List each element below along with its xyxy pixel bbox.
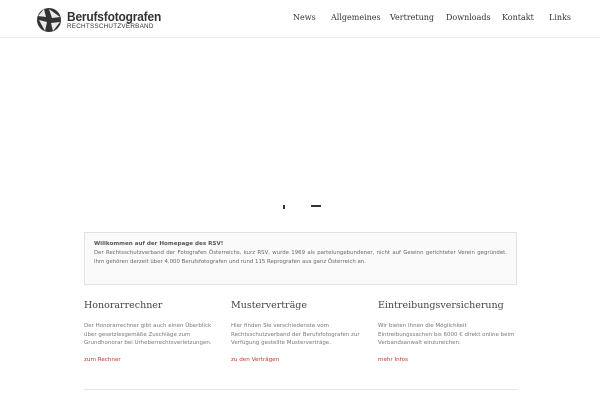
welcome-title: Willkommen auf der Homepage des RSV!	[94, 241, 224, 247]
nav-item-links[interactable]: Links	[549, 13, 571, 22]
column-text: Der Honorarrechner gibt auch einen Überblick über gesetzlesgemäße Zuschläge zum Grundhonorar bei Urheberrechtsverletzungen.	[84, 323, 212, 346]
column-title: Eintreibungsversicherung	[378, 300, 504, 311]
nav-item-vertretung[interactable]: Vertretung	[390, 13, 435, 22]
slider-indicator-inactive[interactable]	[283, 205, 285, 209]
hero-slider	[0, 39, 600, 224]
column-text: Wir bieten Ihnen die Möglichkeit Eintreibungssachen bis 6000 € direkt online beim Verbandsanwalt einzureichen.	[378, 323, 515, 346]
nav-item-downloads[interactable]: Downloads	[446, 13, 491, 22]
site-header	[0, 0, 600, 38]
nav-item-kontakt[interactable]: Kontakt	[502, 13, 534, 22]
nav-item-allgemeines[interactable]: Allgemeines	[331, 13, 381, 22]
logo-title: Berufsfotografen	[67, 8, 162, 24]
column-honorarrechner	[84, 300, 224, 363]
vertraege-link[interactable]: zu den Verträgen	[231, 357, 280, 363]
rechner-link[interactable]: zum Rechner	[84, 357, 121, 363]
column-title: Musterverträge	[231, 300, 307, 311]
column-text: Hier finden Sie verschiedenste vom Rechtsschutzverband der Berufsfotografen zur Verfügung gestellte Musterverträge.	[231, 323, 360, 346]
column-mustervertraege	[231, 300, 371, 363]
main-nav	[0, 13, 600, 25]
welcome-box	[84, 232, 517, 285]
column-title: Honorarrechner	[84, 300, 163, 311]
column-eintreibungsversicherung	[378, 300, 518, 363]
nav-item-news[interactable]: News	[293, 13, 316, 22]
infos-link[interactable]: mehr Infos	[378, 357, 409, 363]
welcome-text: Der Rechtsschutzverband der Fotografen Österreichs, kurz RSV, wurde 1969 als parteiungebundener, nicht auf Gewinn gerichteter Verein gegründet. Ihm gehören derzeit über 4.000 Berufsfotografen und rund 115 Reprografen aus ganz Österreich an.	[94, 250, 507, 265]
divider	[84, 389, 517, 390]
logo-subtitle: RECHTSSCHUTZVERBAND	[67, 22, 154, 30]
slider-indicator-active[interactable]	[311, 205, 321, 207]
